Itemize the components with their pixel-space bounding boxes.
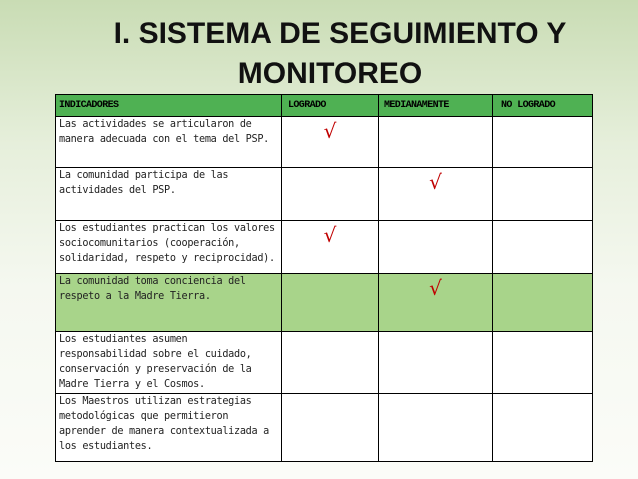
table-row [56, 168, 593, 221]
header-indicadores: INDICADORES [56, 95, 282, 117]
mark-cell-medianamente [379, 274, 493, 332]
mark-cell-no-logrado [493, 394, 593, 462]
mark-cell-medianamente [379, 168, 493, 221]
mark-cell-no-logrado [493, 168, 593, 221]
mark-cell-no-logrado [493, 221, 593, 274]
table-row [56, 394, 593, 462]
header-medianamente: MEDIANAMENTE [379, 95, 493, 117]
title-line-1: I. SISTEMA DE SEGUIMIENTO Y [113, 17, 567, 50]
indicator-cell: La comunidad toma conciencia del respeto a la Madre Tierra. [56, 274, 282, 332]
table-row [56, 221, 593, 274]
header-no-logrado: NO LOGRADO [493, 95, 593, 117]
table-row [56, 117, 593, 168]
indicator-cell: Los Maestros utilizan estrategias metodológicas que permitieron aprender de manera contextualizada a los estudiantes. [56, 394, 282, 462]
monitoring-table [55, 94, 593, 462]
mark-cell-medianamente [379, 332, 493, 394]
indicator-cell: Los estudiantes asumen responsabilidad sobre el cuidado, conservación y preservación de la Madre Tierra y el Cosmos. [56, 332, 282, 394]
mark-cell-no-logrado [493, 117, 593, 168]
mark-cell-no-logrado [493, 332, 593, 394]
mark-cell-logrado [282, 168, 379, 221]
check-mark-icon: √ [429, 276, 442, 300]
mark-cell-medianamente [379, 221, 493, 274]
header-logrado: LOGRADO [282, 95, 379, 117]
mark-cell-medianamente [379, 394, 493, 462]
mark-cell-logrado [282, 274, 379, 332]
mark-cell-logrado [282, 117, 379, 168]
check-mark-icon: √ [323, 223, 337, 247]
indicator-cell: Las actividades se articularon de manera adecuada con el tema del PSP. [56, 117, 282, 168]
title-line-2: MONITOREO [237, 57, 423, 90]
mark-cell-no-logrado [493, 274, 593, 332]
slide-title [60, 14, 620, 94]
mark-cell-logrado [282, 332, 379, 394]
check-mark-icon: √ [323, 119, 337, 143]
indicator-cell: Los estudiantes practican los valores sociocomunitarios (cooperación, solidaridad, respeto y reciprocidad). [56, 221, 282, 274]
table-row [56, 274, 593, 332]
mark-cell-medianamente [379, 117, 493, 168]
check-mark-icon: √ [429, 170, 442, 194]
mark-cell-logrado [282, 394, 379, 462]
indicator-cell: La comunidad participa de las actividades del PSP. [56, 168, 282, 221]
mark-cell-logrado [282, 221, 379, 274]
table-header-row [56, 95, 593, 117]
table-row [56, 332, 593, 394]
